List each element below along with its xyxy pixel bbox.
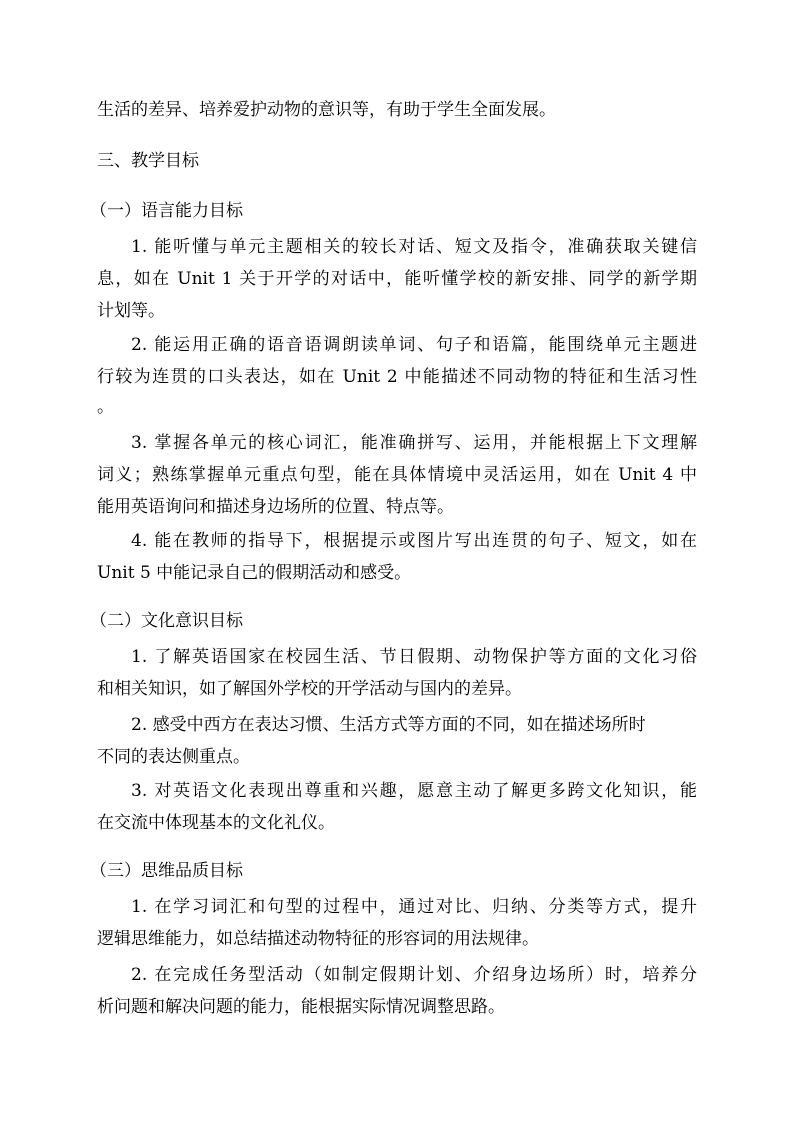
paragraph-line: 词义；熟练掌握单元重点句型，能在具体情境中灵活运用，如在 Unit 4 中 bbox=[97, 465, 697, 485]
paragraph-line: 1. 了解英语国家在校园生活、节日假期、动物保护等方面的文化习俗 bbox=[131, 647, 697, 667]
paragraph-line: 行较为连贯的口头表达，如在 Unit 2 中能描述不同动物的特征和生活习性 bbox=[97, 367, 697, 387]
subsection-heading: （二）文化意识目标 bbox=[90, 611, 243, 631]
paragraph-line: 3. 掌握各单元的核心词汇，能准确拼写、运用，并能根据上下文理解 bbox=[131, 433, 697, 453]
paragraph-line: 逻辑思维能力，如总结描述动物特征的形容词的用法规律。 bbox=[97, 929, 539, 949]
paragraph-line: 能用英语询问和描述身边场所的位置、特点等。 bbox=[97, 497, 454, 517]
paragraph-line: 1. 能听懂与单元主题相关的较长对话、短文及指令，准确获取关键信 bbox=[131, 237, 697, 257]
paragraph-line: 息，如在 Unit 1 关于开学的对话中，能听懂学校的新安排、同学的新学期 bbox=[97, 269, 697, 289]
paragraph-line: 不同的表达侧重点。 bbox=[97, 747, 250, 767]
section-heading: 三、教学目标 bbox=[97, 151, 199, 171]
paragraph-line: 在交流中体现基本的文化礼仪。 bbox=[97, 813, 335, 833]
paragraph-line: Unit 5 中能记录自己的假期活动和感受。 bbox=[97, 563, 412, 583]
paragraph-line: 2. 感受中西方在表达习惯、生活方式等方面的不同，如在描述场所时 bbox=[131, 715, 646, 735]
paragraph-line: 4. 能在教师的指导下，根据提示或图片写出连贯的句子、短文，如在 bbox=[131, 531, 697, 551]
paragraph-line: 2. 在完成任务型活动（如制定假期计划、介绍身边场所）时，培养分 bbox=[131, 965, 697, 985]
paragraph-line: 1. 在学习词汇和句型的过程中，通过对比、归纳、分类等方式，提升 bbox=[131, 897, 697, 917]
paragraph-line: 和相关知识，如了解国外学校的开学活动与国内的差异。 bbox=[97, 679, 522, 699]
paragraph-line: 生活的差异、培养爱护动物的意识等，有助于学生全面发展。 bbox=[97, 100, 556, 120]
paragraph-line: 计划等。 bbox=[97, 301, 165, 321]
paragraph-line: 。 bbox=[97, 397, 114, 417]
paragraph-line: 2. 能运用正确的语音语调朗读单词、句子和语篇，能围绕单元主题进 bbox=[131, 335, 697, 355]
subsection-heading: （三）思维品质目标 bbox=[90, 861, 243, 881]
paragraph-line: 析问题和解决问题的能力，能根据实际情况调整思路。 bbox=[97, 997, 505, 1017]
paragraph-line: 3. 对英语文化表现出尊重和兴趣，愿意主动了解更多跨文化知识，能 bbox=[131, 781, 697, 801]
subsection-heading: （一）语言能力目标 bbox=[90, 201, 243, 221]
